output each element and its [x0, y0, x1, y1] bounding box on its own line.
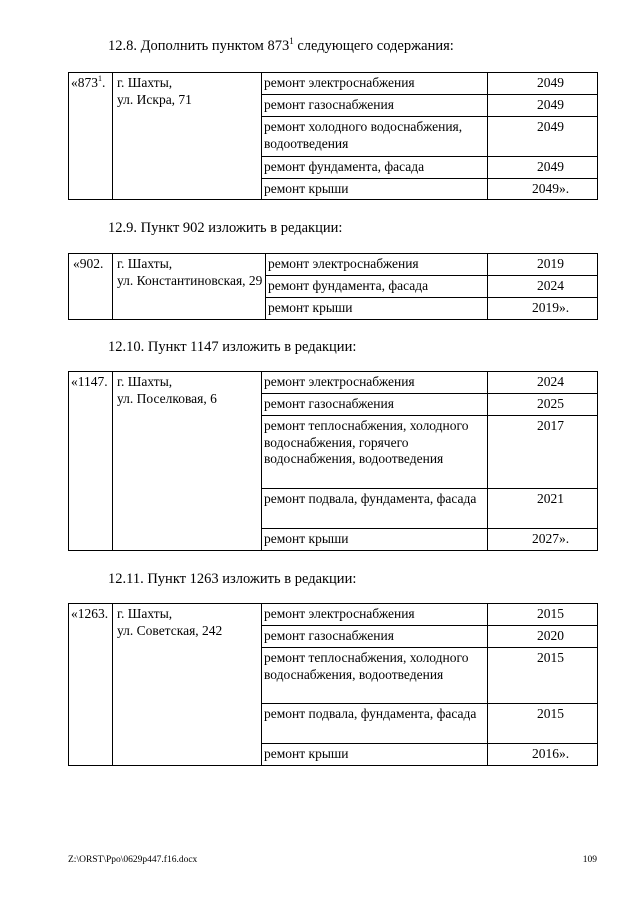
work-cell: ремонт электроснабжения [262, 73, 488, 95]
address-cell: г. Шахты, ул. Советская, 242 [113, 604, 262, 766]
item-number-cell: «1263. [69, 604, 113, 766]
table-item-1263 [68, 603, 598, 766]
address-cell: г. Шахты, ул. Константиновская, 29 [113, 254, 266, 320]
footer-page-number: 109 [582, 855, 597, 865]
year-cell: 2049 [488, 95, 598, 117]
year-cell: 2017 [488, 416, 598, 489]
year-cell: 2020 [488, 626, 598, 648]
work-cell: ремонт теплоснабжения, холодного водоснабжения, водоотведения [262, 648, 488, 704]
table-item-873-1 [68, 72, 598, 200]
work-cell: ремонт крыши [262, 744, 488, 766]
work-cell: ремонт газоснабжения [262, 95, 488, 117]
footer-file-path: Z:\ORST\Ppo\0629p447.f16.docx [68, 855, 198, 865]
work-cell: ремонт крыши [262, 178, 488, 200]
item-number-cell: «1147. [69, 372, 113, 551]
year-cell: 2019». [488, 298, 598, 320]
work-cell: ремонт газоснабжения [262, 394, 488, 416]
year-cell: 2024 [488, 276, 598, 298]
address-cell: г. Шахты, ул. Искра, 71 [113, 73, 262, 200]
year-cell: 2015 [488, 704, 598, 744]
section-12-8-heading [108, 37, 454, 55]
work-cell: ремонт электроснабжения [262, 372, 488, 394]
year-cell: 2049 [488, 73, 598, 95]
work-cell: ремонт газоснабжения [262, 626, 488, 648]
year-cell: 2025 [488, 394, 598, 416]
year-cell: 2015 [488, 648, 598, 704]
heading-text: 12.8. Дополнить пунктом 873 [108, 38, 290, 54]
table-item-1147 [68, 371, 598, 551]
heading-superscript: 1 [289, 36, 294, 46]
section-12-10-heading: 12.10. Пункт 1147 изложить в редакции: [108, 339, 357, 355]
section-12-11-heading: 12.11. Пункт 1263 изложить в редакции: [108, 571, 357, 587]
year-cell: 2021 [488, 489, 598, 529]
year-cell: 2049 [488, 157, 598, 179]
work-cell: ремонт крыши [266, 298, 488, 320]
work-cell: ремонт электроснабжения [262, 604, 488, 626]
table-row [69, 372, 598, 394]
table-item-902 [68, 253, 598, 320]
item-number-cell: «902. [69, 254, 113, 320]
work-cell: ремонт фундамента, фасада [262, 157, 488, 179]
table-row [69, 254, 598, 276]
work-cell: ремонт электроснабжения [266, 254, 488, 276]
work-cell: ремонт теплоснабжения, холодного водоснабжения, горячего водоснабжения, водоотведения [262, 416, 488, 489]
year-cell: 2016». [488, 744, 598, 766]
year-cell: 2049». [488, 178, 598, 200]
table-row [69, 73, 598, 95]
year-cell: 2024 [488, 372, 598, 394]
year-cell: 2019 [488, 254, 598, 276]
year-cell: 2015 [488, 604, 598, 626]
year-cell: 2027». [488, 529, 598, 551]
address-cell: г. Шахты, ул. Поселковая, 6 [113, 372, 262, 551]
heading-text-continued: следующего содержания: [293, 38, 454, 54]
work-cell: ремонт подвала, фундамента, фасада [262, 489, 488, 529]
work-cell: ремонт фундамента, фасада [266, 276, 488, 298]
work-cell: ремонт подвала, фундамента, фасада [262, 704, 488, 744]
work-cell: ремонт крыши [262, 529, 488, 551]
work-cell: ремонт холодного водоснабжения, водоотведения [262, 117, 488, 157]
table-row [69, 604, 598, 626]
item-number-cell: «$873^1$. [69, 73, 113, 200]
section-12-9-heading: 12.9. Пункт 902 изложить в редакции: [108, 220, 343, 236]
year-cell: 2049 [488, 117, 598, 157]
